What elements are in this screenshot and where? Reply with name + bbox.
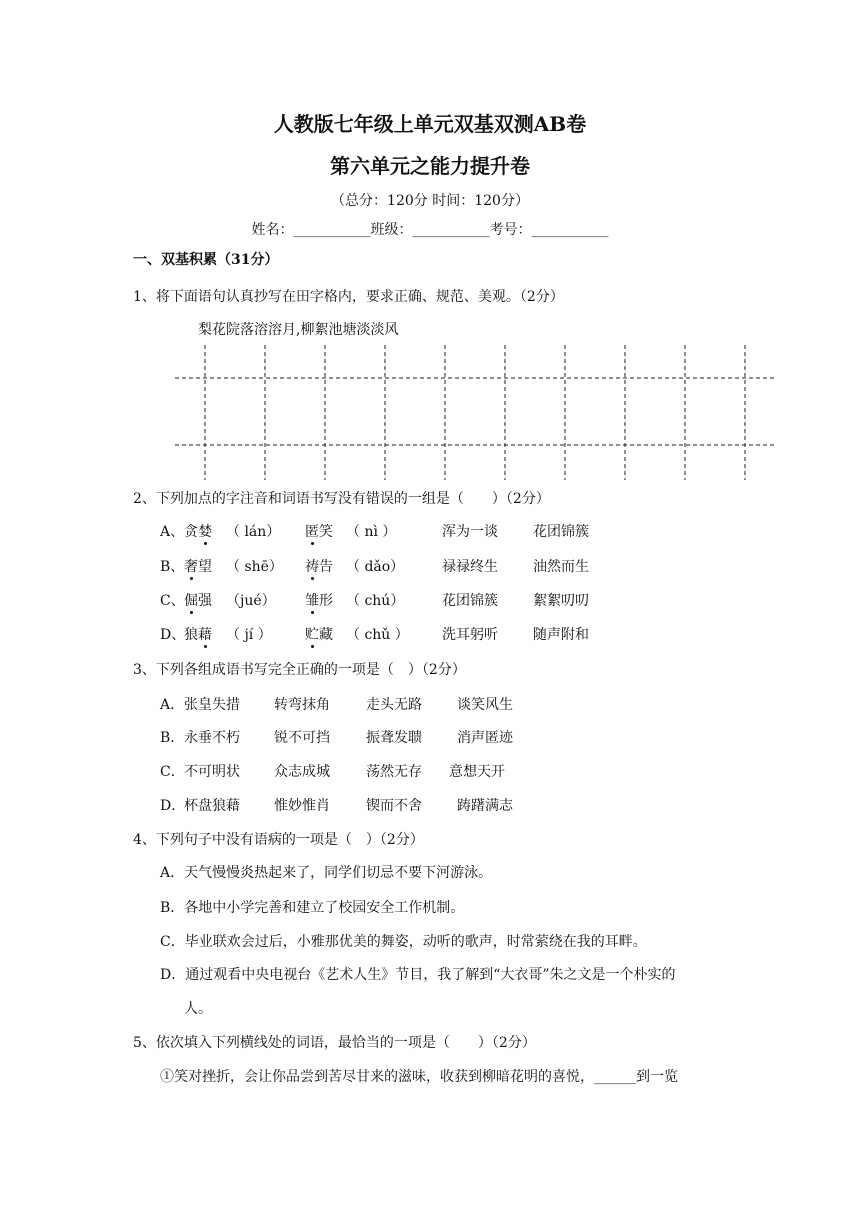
option-word-3: 禄禄终生 <box>442 559 498 575</box>
question-5-stem: 5、依次填入下列横线处的词语，最恰当的一项是（ ）（2分） <box>133 1035 536 1051</box>
option-letter: D、 <box>160 627 186 643</box>
question-3-stem: 3、下列各组成语书写完全正确的一项是（ ）（2分） <box>133 662 466 678</box>
option-word-2: 祷告 <box>305 559 333 575</box>
option-letter: D． <box>160 798 186 814</box>
option-word-4: 谈笑风生 <box>457 697 513 713</box>
option-word-1: 张皇失措 <box>184 697 240 713</box>
question-1-stem: 1、将下面语句认真抄写在田字格内，要求正确、规范、美观。（2分） <box>133 289 564 305</box>
option-letter: C． <box>160 764 185 780</box>
option-letter: B、 <box>160 559 185 575</box>
option-word-3: 花团锦簇 <box>442 593 498 609</box>
option-letter: C、 <box>160 593 185 609</box>
question-1-copy-text: 梨花院落溶溶月,柳絮池塘淡淡风 <box>198 322 399 338</box>
option-word-1: 杯盘狼藉 <box>184 798 240 814</box>
option-pinyin-2: （ dǎo） <box>346 559 405 575</box>
question-5-sentence-1: ①笑对挫折，会让你品尝到苦尽甘来的滋味，收获到柳暗花明的喜悦，______到一览 <box>160 1069 678 1085</box>
option-word-1: 狼藉 <box>184 627 212 643</box>
paper-title: 人教版七年级上单元双基双测AB卷 <box>273 112 587 136</box>
option-word-2: 众志成城 <box>274 764 330 780</box>
option-word-2: 转弯抹角 <box>274 697 330 713</box>
question-4-option-c[interactable]: C．毕业联欢会过后，小雅那优美的舞姿，动听的歌声，时常萦绕在我的耳畔。 <box>160 934 647 950</box>
paper-subtitle: 第六单元之能力提升卷 <box>330 154 530 178</box>
writing-grid[interactable] <box>0 0 860 490</box>
score-time-line: （总分：120分 时间：120分） <box>331 193 529 209</box>
option-word-3: 浑为一谈 <box>442 524 498 540</box>
option-word-4: 消声匿迹 <box>457 730 513 746</box>
option-word-4: 意想天开 <box>449 764 505 780</box>
option-pinyin-2: （ chǔ ） <box>346 627 409 643</box>
option-word-2: 贮藏 <box>305 627 333 643</box>
option-word-3: 振聋发聩 <box>366 730 422 746</box>
option-word-4: 随声附和 <box>533 627 589 643</box>
option-word-3: 荡然无存 <box>366 764 422 780</box>
option-word-3: 走头无路 <box>366 697 422 713</box>
question-4-option-b[interactable]: B．各地中小学完善和建立了校园安全工作机制。 <box>160 900 465 916</box>
option-pinyin-1: （jué） <box>226 593 276 609</box>
option-pinyin-2: （ nì ） <box>346 524 397 540</box>
option-word-4: 絮絮叨叨 <box>533 593 589 609</box>
option-word-1: 贪婪 <box>184 524 212 540</box>
question-4-option-d[interactable]: D．通过观看中央电视台《艺术人生》节目，我了解到“大衣哥”朱之文是一个朴实的 <box>160 967 676 983</box>
option-word-2: 匿笑 <box>305 524 333 540</box>
option-letter: B． <box>160 730 185 746</box>
option-word-1: 不可明状 <box>184 764 240 780</box>
section-heading: 一、双基积累（31分） <box>133 252 279 268</box>
question-4-stem: 4、下列句子中没有语病的一项是（ ）（2分） <box>133 832 424 848</box>
question-4-option-d-continued: 人。 <box>184 1001 212 1017</box>
option-word-3: 锲而不舍 <box>366 798 422 814</box>
question-4-option-a[interactable]: A．天气慢慢炎热起来了，同学们切忌不要下河游泳。 <box>160 865 493 881</box>
option-word-4: 花团锦簇 <box>533 524 589 540</box>
student-info-fields: 姓名：___________班级：___________考号：___________ <box>251 222 609 238</box>
option-letter: A． <box>160 697 185 713</box>
option-word-3: 洗耳躬听 <box>442 627 498 643</box>
option-word-2: 惟妙惟肖 <box>274 798 330 814</box>
question-2-stem: 2、下列加点的字注音和词语书写没有错误的一组是（ ）（2分） <box>133 491 550 507</box>
option-pinyin-2: （ chú） <box>346 593 405 609</box>
option-word-4: 踌躇满志 <box>457 798 513 814</box>
option-word-4: 油然而生 <box>533 559 589 575</box>
option-word-1: 奢望 <box>184 559 212 575</box>
option-pinyin-1: （ lán） <box>226 524 281 540</box>
option-pinyin-1: （ jí ） <box>226 627 272 643</box>
option-word-2: 锐不可挡 <box>274 730 330 746</box>
option-word-1: 永垂不朽 <box>184 730 240 746</box>
option-letter: A、 <box>160 524 185 540</box>
option-pinyin-1: （ shē） <box>226 559 283 575</box>
option-word-1: 倔强 <box>184 593 212 609</box>
option-word-2: 雏形 <box>305 593 333 609</box>
